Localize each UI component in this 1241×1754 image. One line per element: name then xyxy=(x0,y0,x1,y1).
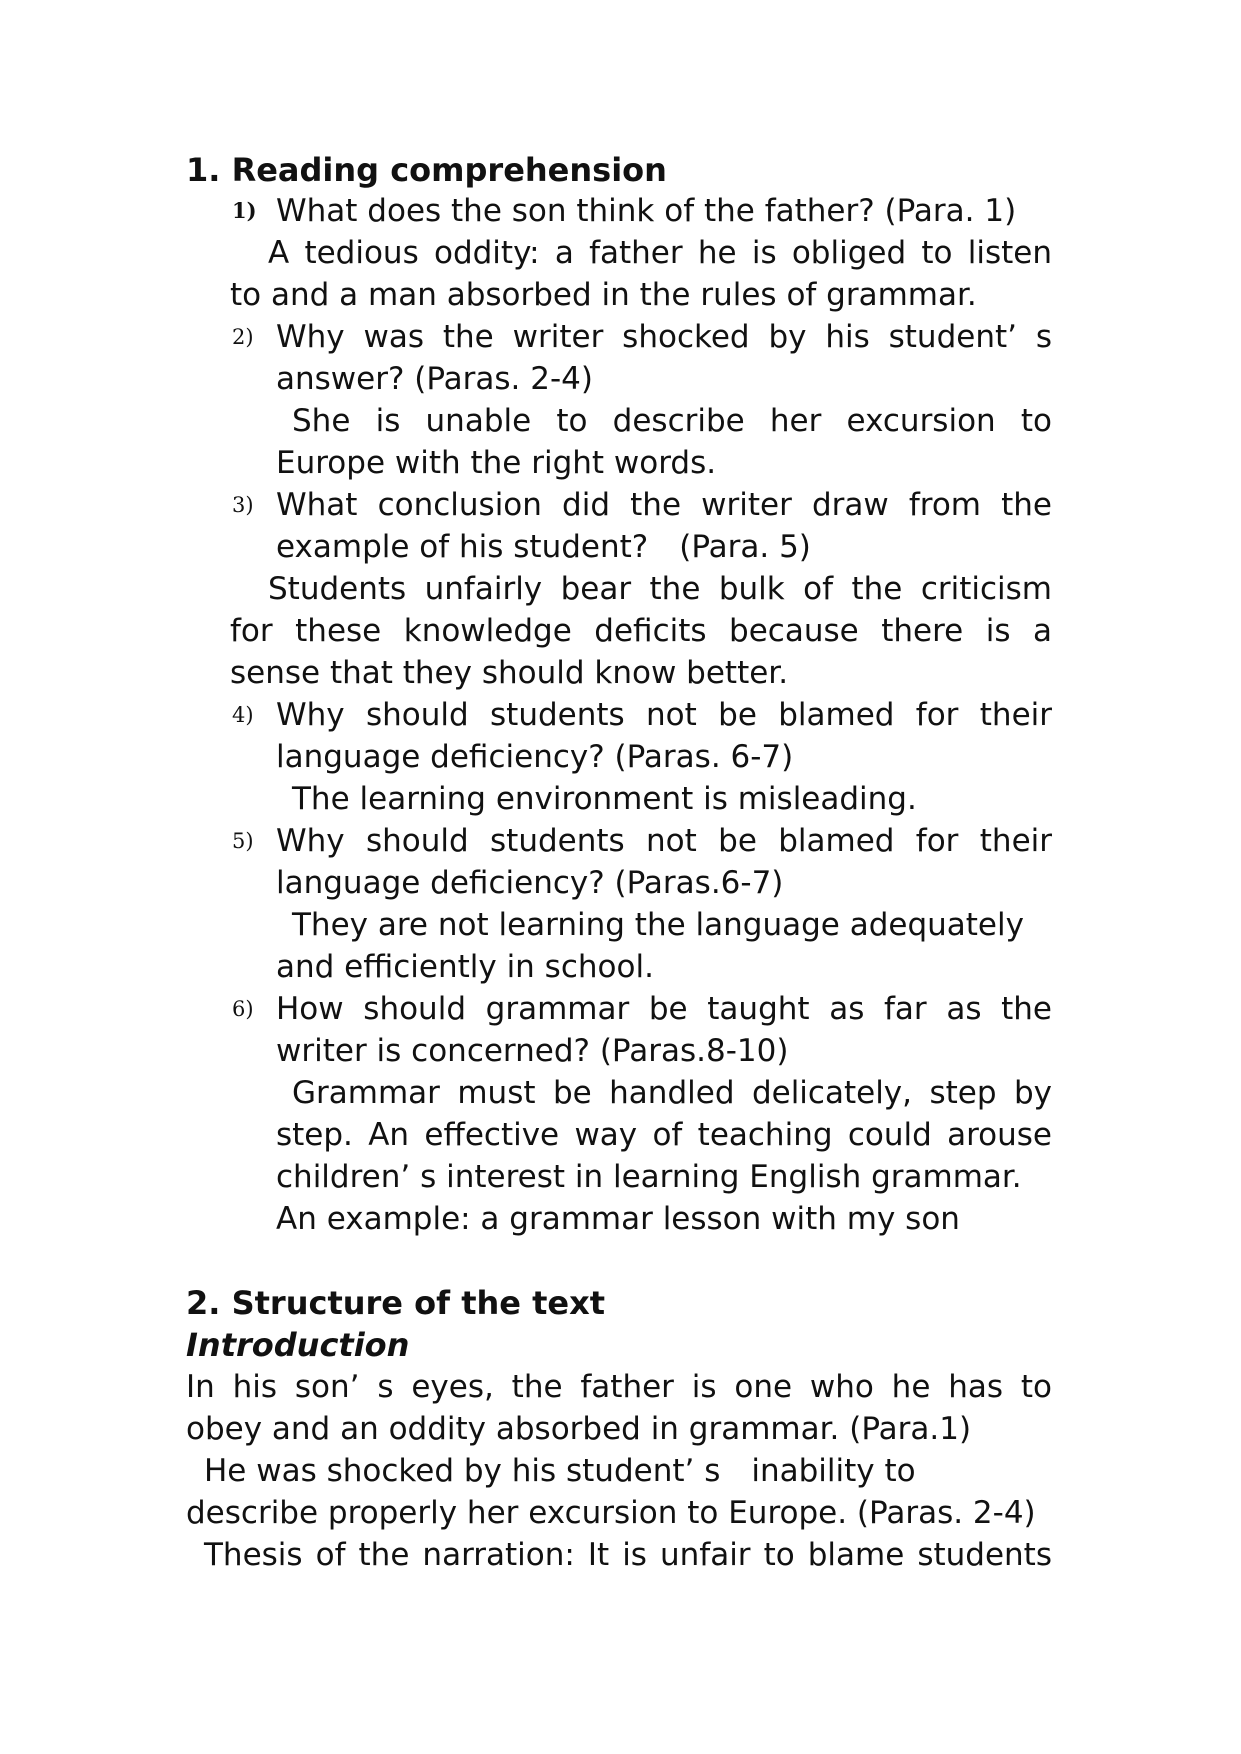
section-heading-structure: 2. Structure of the text xyxy=(186,1284,606,1322)
subheading-introduction: Introduction xyxy=(186,1326,410,1364)
item-number: 4) xyxy=(232,703,254,727)
item-number: 1) xyxy=(232,198,257,223)
answer-text: An example: a grammar lesson with my son xyxy=(276,1201,960,1237)
body-text: Thesis of the narration: It is unfair to blame students xyxy=(204,1537,1052,1573)
answer-text: She is unable to describe her excursion to xyxy=(292,403,1052,439)
question-text: language deficiency? (Paras.6-7) xyxy=(276,865,784,901)
item-number: 6) xyxy=(232,997,254,1021)
item-number: 2) xyxy=(232,325,254,349)
answer-text: A tedious oddity: a father he is obliged to listen xyxy=(268,235,1052,271)
section-heading-reading-comprehension: 1. Reading comprehension xyxy=(186,151,667,189)
question-text: Why should students not be blamed for their xyxy=(276,823,1052,859)
question-text: What does the son think of the father? (Para. 1) xyxy=(276,193,1017,229)
question-text: Why should students not be blamed for their xyxy=(276,697,1052,733)
question-text: writer is concerned? (Paras.8-10) xyxy=(276,1033,789,1069)
question-text: Why was the writer shocked by his student’ s xyxy=(276,319,1052,355)
body-text: In his son’ s eyes, the father is one who he has to xyxy=(186,1369,1052,1405)
body-text: He was shocked by his student’ s inability to xyxy=(204,1453,916,1489)
answer-text: to and a man absorbed in the rules of grammar. xyxy=(230,277,977,313)
question-text: example of his student? (Para. 5) xyxy=(276,529,811,565)
answer-text: and efficiently in school. xyxy=(276,949,654,985)
question-text: How should grammar be taught as far as the xyxy=(276,991,1052,1027)
answer-text: Grammar must be handled delicately, step by xyxy=(292,1075,1052,1111)
answer-text: step. An effective way of teaching could arouse xyxy=(276,1117,1052,1153)
answer-text: The learning environment is misleading. xyxy=(292,781,917,817)
answer-text: Europe with the right words. xyxy=(276,445,717,481)
answer-text: for these knowledge deficits because there is a xyxy=(230,613,1052,649)
question-text: language deficiency? (Paras. 6-7) xyxy=(276,739,794,775)
answer-text: They are not learning the language adequately xyxy=(292,907,1024,943)
answer-text: sense that they should know better. xyxy=(230,655,789,691)
body-text: describe properly her excursion to Europe. (Paras. 2-4) xyxy=(186,1495,1036,1531)
body-text: obey and an oddity absorbed in grammar. (Para.1) xyxy=(186,1411,972,1447)
question-text: What conclusion did the writer draw from the xyxy=(276,487,1052,523)
answer-text: children’ s interest in learning English grammar. xyxy=(276,1159,1022,1195)
item-number: 3) xyxy=(232,493,254,517)
item-number: 5) xyxy=(232,829,254,853)
question-text: answer? (Paras. 2-4) xyxy=(276,361,593,397)
answer-text: Students unfairly bear the bulk of the criticism xyxy=(268,571,1052,607)
